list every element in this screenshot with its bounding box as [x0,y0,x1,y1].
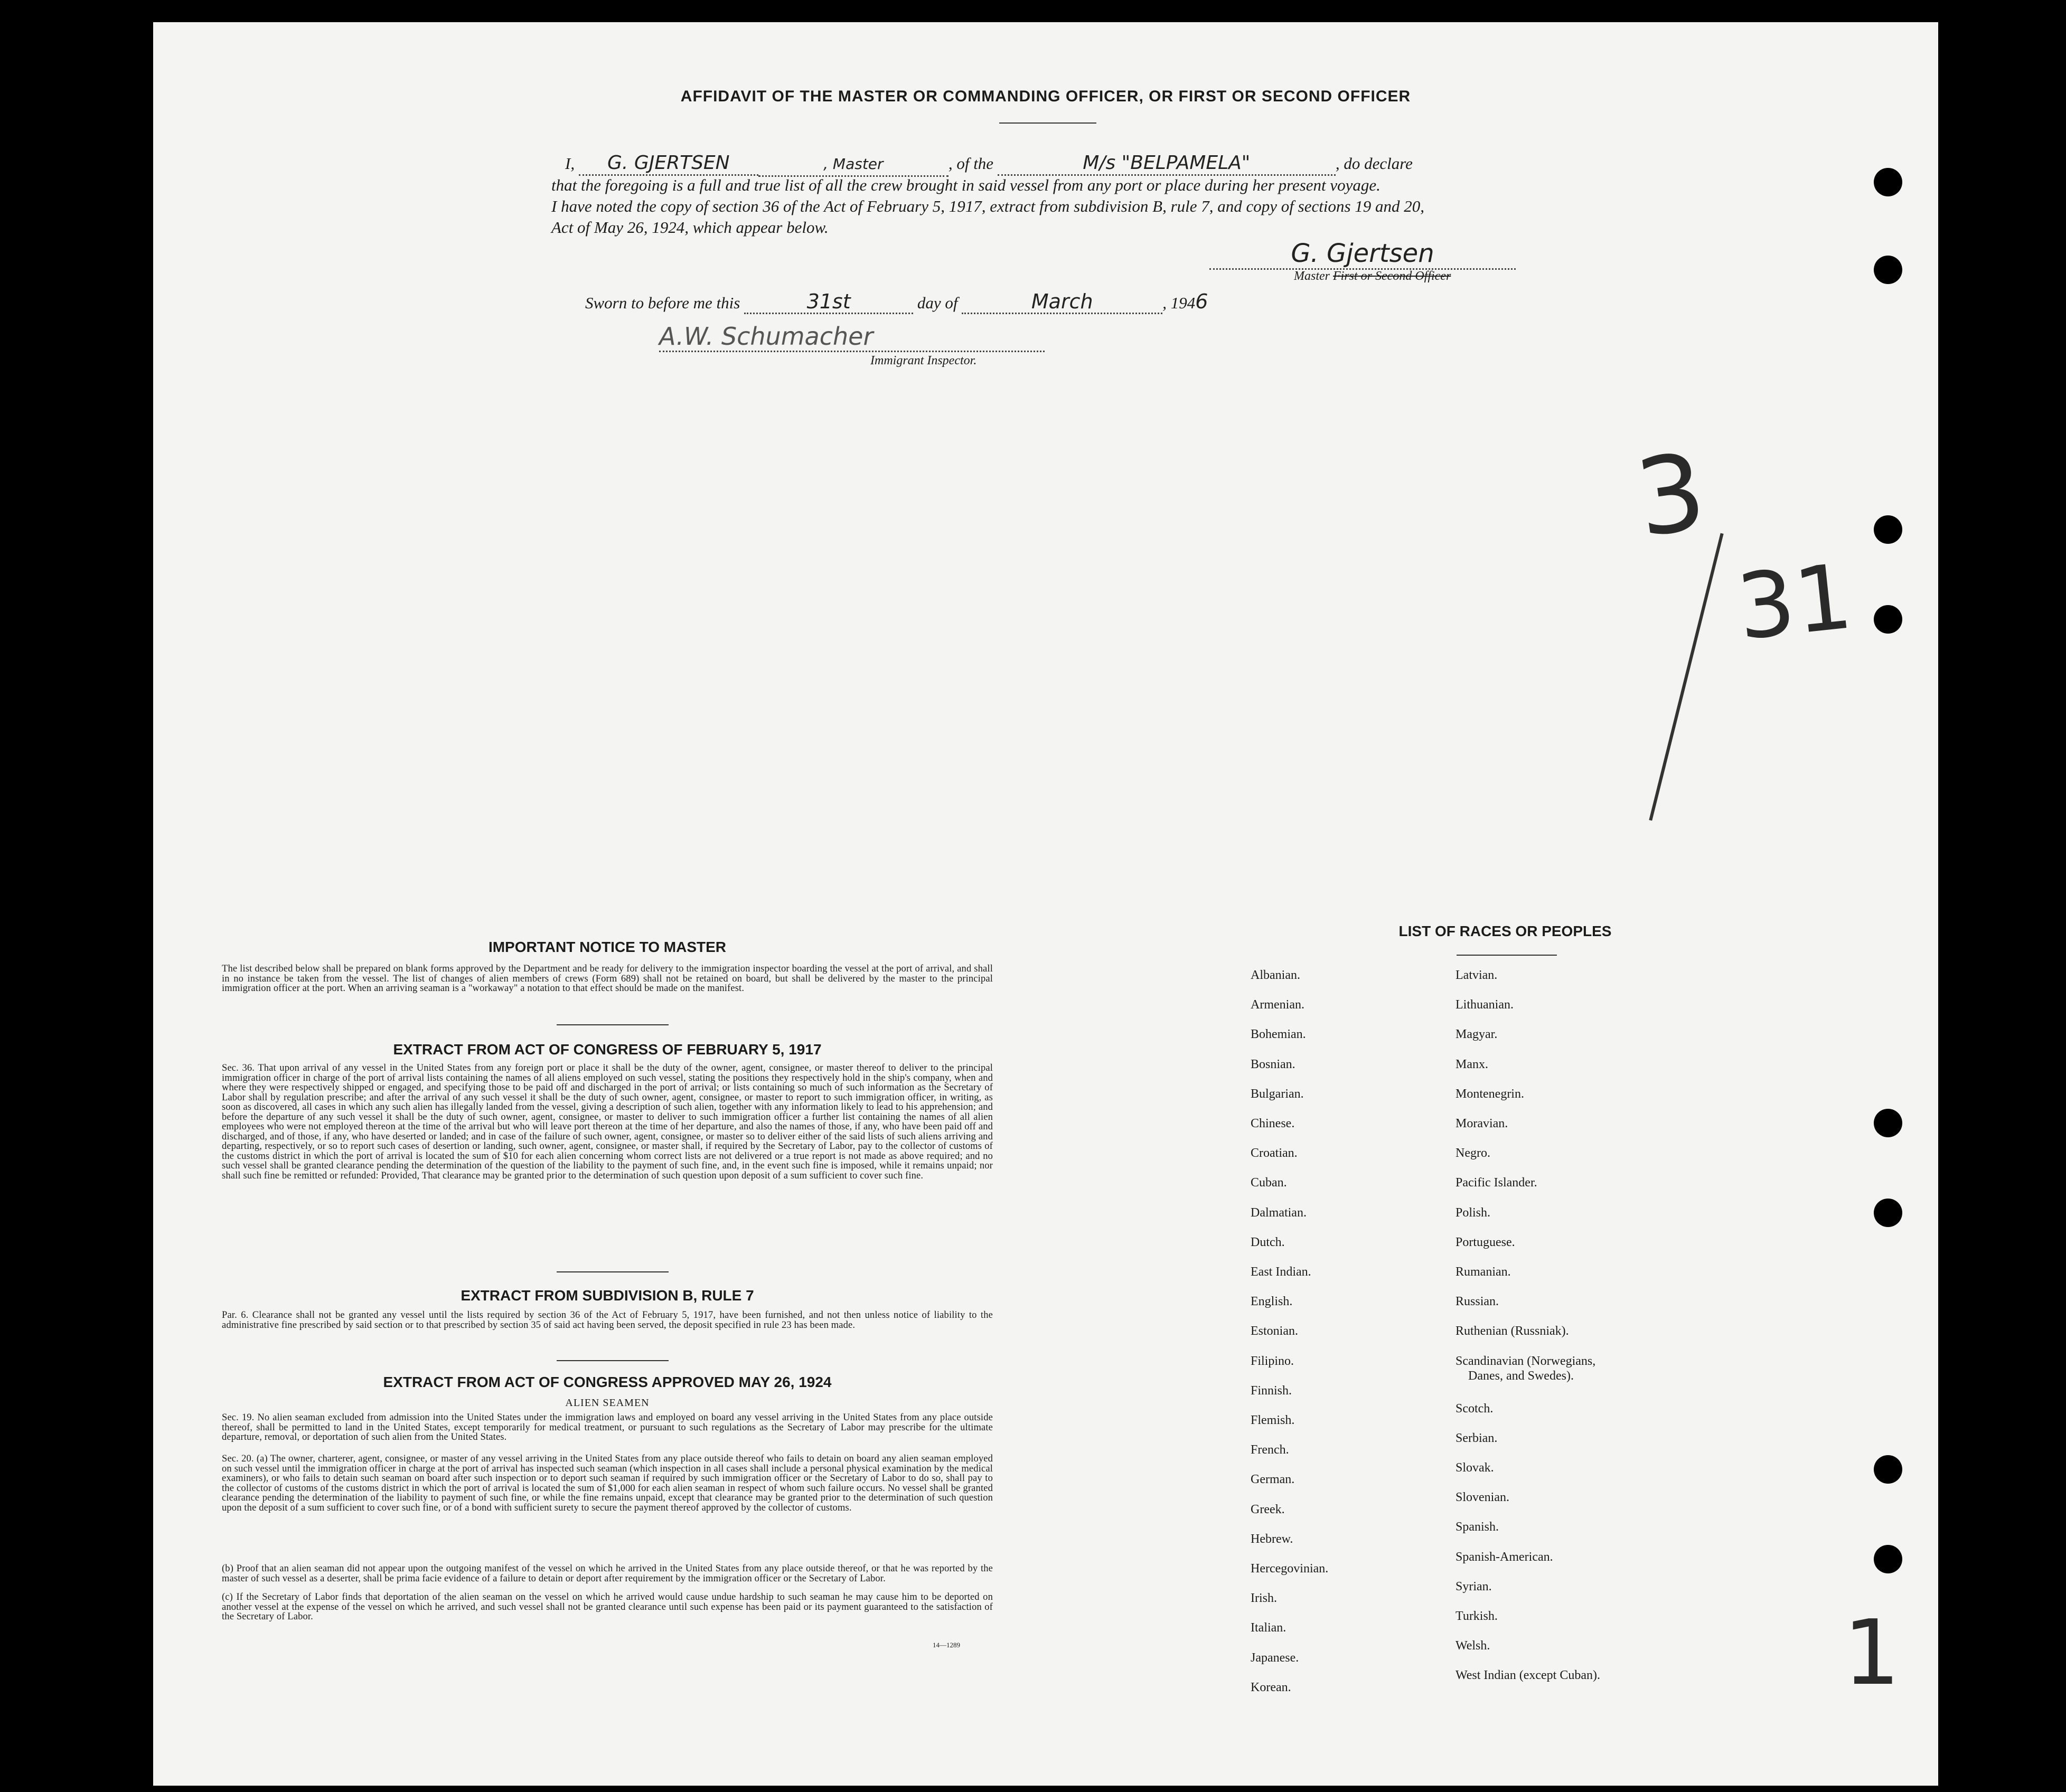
inspector-label: Immigrant Inspector. [870,354,977,367]
master-name: G. GJERTSEN [579,152,758,176]
race-item: West Indian (except Cuban). [1455,1668,1600,1683]
race-item: English. [1251,1295,1293,1309]
race-item: Italian. [1251,1621,1286,1635]
race-item: French. [1251,1443,1289,1457]
race-item: Spanish. [1455,1520,1499,1534]
race-item: Flemish. [1251,1413,1295,1427]
race-item: German. [1251,1473,1295,1487]
extract-1924-subtitle: ALIEN SEAMEN [565,1397,650,1409]
divider [557,1271,669,1272]
sec20b-text: (b) Proof that an alien seaman did not appear upon the outgoing manifest of the vessel on which he arrived in the United States from any place outside thereof, or that he was reported by the master of such vessel as a deserter, shall be prima facie evidence of a failure to detain or deport after requirement by the immigration officer or the Secretary of Labor. [222,1563,993,1584]
race-item: Syrian. [1455,1579,1492,1593]
race-item: Spanish-American. [1455,1550,1553,1564]
binder-hole [1874,1545,1902,1573]
binder-hole [1874,1109,1902,1137]
binder-hole [1874,1455,1902,1484]
extract-1924-title: EXTRACT FROM ACT OF CONGRESS APPROVED MAY 26, 1924 [383,1374,832,1390]
race-item: Russian. [1455,1295,1499,1309]
race-item: Cuban. [1251,1176,1287,1190]
binder-hole [1874,168,1902,196]
race-item: Finnish. [1251,1383,1292,1398]
do-declare-label: , do declare [1335,154,1413,173]
of-the-label: , of the [948,154,994,173]
race-item: Bohemian. [1251,1027,1306,1042]
race-item: Negro. [1455,1146,1490,1161]
declaration-line-4: Act of May 26, 1924, which appear below. [551,218,829,237]
sworn-label: Sworn to before me this [585,294,740,312]
binder-hole [1874,1199,1902,1227]
document-page [153,22,1938,1786]
divider [557,1360,669,1361]
handwritten-fraction-slash [1649,533,1723,821]
race-item: Hebrew. [1251,1532,1293,1546]
race-item: Portuguese. [1455,1235,1515,1249]
race-item: Polish. [1455,1205,1491,1220]
race-item: Turkish. [1455,1609,1498,1623]
race-item: Moravian. [1455,1117,1508,1130]
race-item: Pacific Islander. [1455,1176,1537,1190]
form-number: 14—1289 [933,1641,960,1649]
race-item: Slovak. [1455,1460,1494,1475]
vessel-name: M/s "BELPAMELA" [998,152,1336,176]
notice-text: The list described below shall be prepared on blank forms approved by the Department and be ready for delivery to the immigration inspector boarding the vessel at the port of arrival, and shall in no instance be taken from the vessel. The list of changes of alien members of crews (Form 689) shall not be retained on board, but shall be delivered by the master to the principal immigration officer at the port. When an arriving seaman is a "workaway" a notation to that effect should be made on the manifest. [222,964,993,994]
divider [557,1024,669,1025]
handwritten-denominator: 31 [1732,544,1857,661]
race-item: Rumanian. [1455,1265,1511,1279]
race-item: Bulgarian. [1251,1087,1304,1101]
race-item: East Indian. [1251,1265,1311,1279]
extract-rule7-text: Par. 6. Clearance shall not be granted any vessel until the lists required by section 36 of the Act of February 5, 1917, have been furnished, and not then unless notice of liability to the administrative fine prescribed by said section or to that prescribed by section 35 of said act having been served, the deposit specified in rule 23 has been made. [222,1310,993,1331]
race-item: Estonian. [1251,1324,1298,1338]
signer-title-struck: First or Second Officer [1333,269,1451,283]
sworn-line [585,290,1536,314]
handwritten-page-number: 1 [1843,1601,1901,1705]
extract-1917-title: EXTRACT FROM ACT OF CONGRESS OF FEBRUARY 5, 1917 [393,1041,822,1058]
race-item: Latvian. [1455,968,1498,982]
race-item: Scandinavian (Norwegians, [1455,1354,1596,1368]
day-of-label: day of [917,294,958,312]
sworn-month: March [962,290,1162,314]
race-item: Slovenian. [1455,1491,1509,1505]
sec19-text: Sec. 19. No alien seaman excluded from admission into the United States under the immigration laws and employed on board any vessel arriving in the United States from any place outside thereof, shall be permitted to land in the United States, except temporarily for medical treatment, or pursuant to such regulations as the Secretary of Labor may prescribe for the ultimate departure, removal, or deportation of such alien from the United States. [222,1412,993,1442]
affidavit-title: AFFIDAVIT OF THE MASTER OR COMMANDING OFFICER, OR FIRST OR SECOND OFFICER [680,88,1411,105]
i-label: I, [565,154,575,173]
binder-hole [1874,605,1902,634]
sec20c-text: (c) If the Secretary of Labor finds that deportation of the alien seaman on the vessel on which he arrived would cause undue hardship to such seaman he may cause him to be deported on another vessel at the expense of the vessel on which he arrived, and such vessel shall not be granted clearance until such expense has been paid or its payment guaranteed to the satisfaction of the Secretary of Labor. [222,1592,993,1622]
master-position: , Master [758,153,949,177]
divider [1457,955,1557,956]
race-item: Dalmatian. [1251,1205,1307,1220]
race-item: Armenian. [1251,998,1304,1012]
race-item: Lithuanian. [1455,998,1514,1012]
declaration-line-2: that the foregoing is a full and true list of all the crew brought in said vessel from any port or place during her present voyage. [551,176,1381,194]
binder-hole [1874,515,1902,544]
race-item: Manx. [1455,1057,1488,1071]
race-item: Korean. [1251,1680,1291,1694]
race-item: Chinese. [1251,1117,1295,1130]
declaration-line-1 [565,152,1706,177]
race-item: Welsh. [1455,1639,1490,1653]
race-item: Serbian. [1455,1431,1498,1445]
race-item-continuation: Danes, and Swedes). [1468,1369,1574,1383]
master-signature: G. Gjertsen [1209,239,1516,270]
race-item: Irish. [1251,1591,1277,1606]
sec20a-text: Sec. 20. (a) The owner, charterer, agent, consignee, or master of any vessel arriving in the United States from any place outside thereof who fails to detain on board any alien seaman employed on such vessel until the immigration officer in charge at the port of arrival has inspected such seaman (which inspection in all cases shall include a personal physical examination by the medical examiners), or who fails to detain such seaman on board after such inspection or to deport such seaman if required by such immigration officer or the Secretary of Labor to do so, shall pay to the collector of customs of the customs district in which the port of arrival is located the sum of $1,000 for each alien seaman in respect of whom such failure occurs. No vessel shall be granted clearance pending the determination of the liability to payment of such fine, or while the fine remains unpaid, except that clearance may be granted prior to the determination of such question upon the deposit of a sum sufficient to cover such fine, or of a bond with sufficient surety to secure the payment thereof approved by the collector of customs. [222,1454,993,1513]
races-title: LIST OF RACES OR PEOPLES [1398,923,1612,939]
extract-rule7-title: EXTRACT FROM SUBDIVISION B, RULE 7 [461,1287,754,1304]
sworn-year: 6 [1195,290,1208,313]
year-prefix: , 194 [1162,294,1196,312]
race-item: Montenegrin. [1455,1087,1524,1101]
signer-title-prefix: Master [1294,269,1330,283]
race-item: Magyar. [1455,1027,1498,1042]
handwritten-numerator: 3 [1629,430,1713,561]
race-item: Filipino. [1251,1354,1294,1368]
divider [999,122,1096,124]
race-item: Albanian. [1251,968,1300,982]
race-item: Greek. [1251,1502,1285,1516]
binder-hole [1874,256,1902,284]
notice-title: IMPORTANT NOTICE TO MASTER [488,939,727,955]
signer-title [1294,269,1451,284]
race-item: Japanese. [1251,1650,1299,1665]
inspector-signature: A.W. Schumacher [659,322,1045,352]
extract-1917-text: Sec. 36. That upon arrival of any vessel in the United States from any foreign port or place it shall be the duty of the owner, agent, consignee, or master thereof to deliver to the principal immigration officer in charge of the port of arrival lists containing the names of all aliens employed on such vessel, stating the positions they respectively hold in the ship's company, when and where they were respectively shipped or engaged, and specifying those to be paid off and discharged in the port of arrival; or lists containing so much of such information as the Secretary of Labor shall by regulation prescribe; and after the arrival of any such vessel it shall be the duty of such owner, agent, consignee, or master to report to such immigration officer, in writing, as soon as discovered, all cases in which any such alien has illegally landed from the vessel, giving a description of such alien, together with any information likely to lead to his apprehension; and before the departure of any such vessel it shall be the duty of such owner, agent, consignee, or master to deliver to such immigration officer a further list containing the names of all alien employees who were not employed thereon at the time of the arrival but who will leave port thereon at the time of her departure, and also the names of those, if any, who have been paid off and discharged, and of those, if any, who have deserted or landed; and in case of the failure of such owner, agent, consignee, or master so to deliver either of the said lists of such aliens arriving and departing, respectively, or so to report such cases of desertion or landing, such owner, agent, consignee, or master shall, if required by the Secretary of Labor, pay to the collector of customs of the customs district in which the port of arrival is located the sum of $10 for each alien concerning whom correct lists are not delivered or a true report is not made as above required; and no such vessel shall be granted clearance pending the determination of the question of the liability to the payment of such fine, and, in the event such fine is imposed, while it remains unpaid; nor shall such fine be remitted or refunded: Provided, That clearance may be granted prior to the determination of such question upon deposit of a sum sufficient to cover such fine. [222,1063,993,1181]
race-item: Bosnian. [1251,1057,1295,1071]
race-item: Croatian. [1251,1146,1298,1161]
race-item: Hercegovinian. [1251,1562,1329,1576]
declaration-line-3: I have noted the copy of section 36 of the Act of February 5, 1917, extract from subdivision B, rule 7, and copy of sections 19 and 20, [551,197,1425,215]
race-item: Ruthenian (Russniak). [1455,1324,1569,1338]
sworn-day: 31st [744,290,913,314]
race-item: Dutch. [1251,1235,1285,1249]
race-item: Scotch. [1455,1401,1494,1416]
